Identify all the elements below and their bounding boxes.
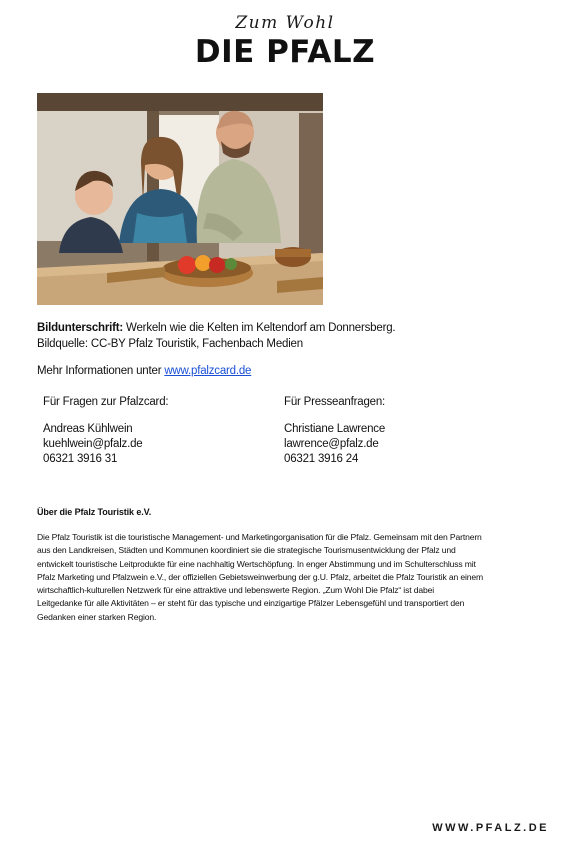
contact-press (284, 395, 385, 467)
caption-line (37, 320, 517, 336)
contact-pfalzcard (43, 395, 168, 467)
more-info (37, 365, 251, 377)
about-line: Gedanken einer starken Region. (37, 611, 157, 622)
footer-url[interactable]: WWW.PFALZ.DE (432, 822, 549, 834)
photo-caption (37, 320, 517, 352)
contact-name: Christiane Lawrence (284, 423, 386, 435)
caption-text: Werkeln wie die Kelten im Keltendorf am Donnersberg. (123, 322, 396, 334)
about-line: Leitgedanke für alle Aktivitäten – er steht für das typische und einzigartige Pfälzer Lebensgefühl und transportiert den (37, 598, 465, 609)
pfalzcard-link[interactable]: www.pfalzcard.de (164, 365, 252, 377)
contact-name: Andreas Kühlwein (43, 423, 133, 435)
caption-label: Bildunterschrift: (37, 322, 124, 334)
about-line: Die Pfalz Touristik ist die touristische Management- und Marketingorganisation für die Pfalz. Gemeinsam mit den Partnern (37, 532, 482, 542)
logo-title: DIE PFALZ (194, 34, 376, 70)
contact-phone: 06321 3916 24 (284, 453, 359, 465)
press-photo (37, 93, 323, 305)
more-info-prefix: Mehr Informationen unter (37, 365, 165, 377)
logo-script-text: Zum Wohl (235, 13, 335, 33)
about-line: entwickelt touristische Leitprodukte für eine nachhaltig Wertschöpfung. In enger Abstimmung und im Schulterschluss mit (37, 558, 476, 569)
about-line: aus den Landkreisen, Städten und Kommunen koordiniert sie die strategische Tourismusentwicklung der Pfalz und (37, 545, 456, 556)
contact-heading: Für Presseanfragen: (284, 396, 386, 408)
about-paragraph (37, 531, 527, 624)
about-line: wirtschaftlich-kulturellen Netzwerk für eine attraktive und lebenswerte Region. „Zum Wohl Die Pfalz“ ist dabei (37, 585, 434, 596)
contact-phone: 06321 3916 31 (43, 453, 118, 465)
contact-email[interactable]: kuehlwein@pfalz.de (43, 438, 143, 450)
contact-email[interactable]: lawrence@pfalz.de (284, 438, 379, 450)
about-title: Über die Pfalz Touristik e.V. (37, 507, 152, 517)
about-line: Pfalz Marketing und Pfalzwein e.V., der offiziellen Gebietsweinwerbung der g.U. Pfalz, arbeitet die Pfalz Touristik an einem (37, 571, 484, 582)
caption-source: Bildquelle: CC-BY Pfalz Touristik, Fachenbach Medien (37, 338, 303, 350)
contact-heading: Für Fragen zur Pfalzcard: (43, 396, 169, 408)
